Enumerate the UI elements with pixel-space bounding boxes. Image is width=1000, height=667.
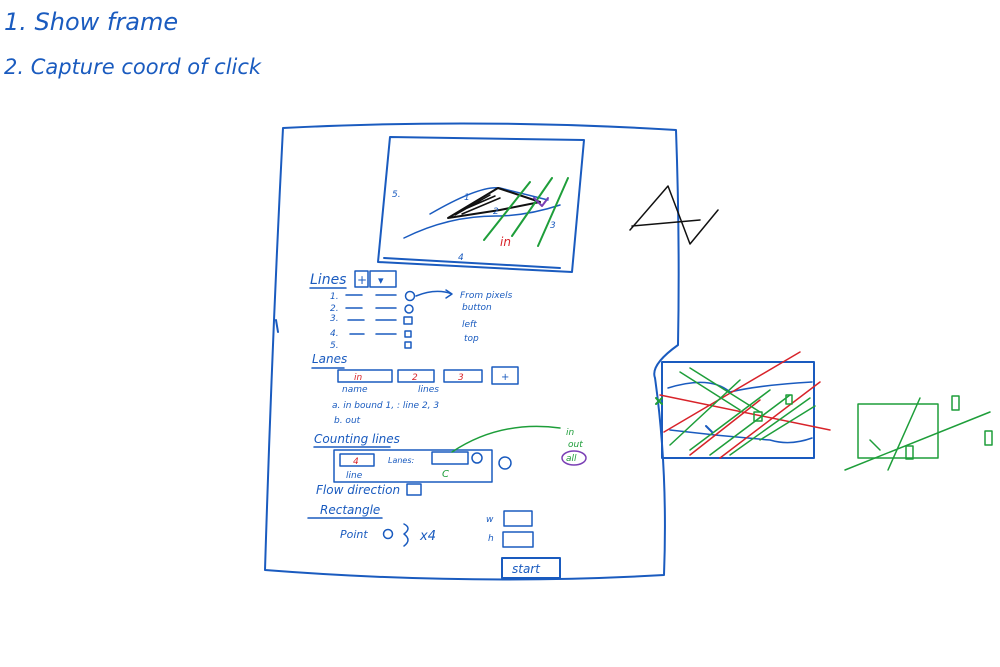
point-add-icon[interactable] — [384, 530, 393, 539]
window-edge-mark — [276, 320, 278, 332]
zigzag-sketch — [630, 186, 718, 244]
line-item-5: 5. — [330, 341, 339, 351]
side-rectangle-sketch — [858, 404, 938, 458]
frame-label-5: 5. — [392, 190, 401, 200]
lanes-title: Lanes — [312, 352, 348, 366]
line-option-top: top — [464, 334, 479, 344]
frame-label-in: in — [500, 235, 511, 249]
counting-option-out: out — [568, 440, 583, 450]
line-2-delete-icon[interactable] — [405, 305, 413, 313]
side-marker-2 — [985, 431, 992, 445]
flow-title: Flow direction — [316, 483, 401, 497]
line-item-3: 3. — [330, 314, 339, 324]
lane-add-label: + — [501, 372, 510, 383]
side-marker-3 — [906, 446, 913, 459]
line-option-button: button — [462, 303, 492, 313]
counting-line-caption: line — [346, 471, 363, 481]
rect-w-label: w — [486, 515, 494, 525]
point-brace-icon — [404, 524, 408, 546]
flow-checkbox[interactable] — [407, 484, 421, 495]
side-green-lines — [845, 398, 990, 470]
arrow-to-direction-icon — [452, 426, 560, 452]
counting-option-in: in — [566, 428, 575, 438]
line-item-4: 4. — [330, 329, 339, 339]
line-option-left: left — [462, 320, 477, 330]
line-3-checkbox[interactable] — [404, 317, 412, 324]
frame-label-3: 3 — [550, 221, 556, 231]
line-item-2: 2. — [330, 304, 339, 314]
line-5-checkbox[interactable] — [405, 342, 411, 348]
lane-name-input[interactable] — [338, 370, 392, 382]
lines-title: Lines — [310, 272, 347, 288]
counting-title: Counting lines — [314, 432, 400, 446]
note-step2: 2. Capture coord of click — [4, 55, 262, 79]
point-multiplier: x4 — [420, 529, 436, 544]
counting-c-label: C — [442, 469, 449, 480]
counting-row-add-icon[interactable] — [499, 457, 511, 469]
frame-label-2: 2 — [493, 207, 499, 217]
rect-height-input[interactable] — [503, 532, 533, 547]
counting-option-all: all — [566, 454, 577, 464]
side-marker-1 — [952, 396, 959, 410]
note-step1: 1. Show frame — [4, 8, 179, 36]
rect-h-label: h — [488, 534, 494, 544]
lane-name-caption: name — [342, 385, 368, 395]
rectangle-point-label: Point — [340, 528, 368, 541]
frame-label-4: 4 — [458, 253, 464, 263]
counting-line-value: 4 — [353, 457, 359, 467]
lane-name-value: in — [354, 373, 363, 383]
road-curve-lower — [404, 205, 560, 238]
line-1-delete-icon[interactable] — [406, 292, 415, 301]
counting-lanes-select[interactable] — [432, 452, 468, 464]
rectangle-title: Rectangle — [320, 503, 381, 517]
overlay-dot-marker — [706, 426, 712, 432]
lines-add-label: + — [357, 273, 368, 287]
lane-example-a: a. in bound 1, : line 2, 3 — [332, 401, 440, 411]
line-4-checkbox[interactable] — [405, 331, 411, 337]
line-item-1: 1. — [330, 292, 339, 302]
start-button-label: start — [512, 562, 540, 576]
line-item-dashes — [346, 295, 396, 334]
frame-label-1: 1 — [464, 193, 470, 203]
arrow-to-options-icon — [416, 290, 452, 298]
lines-dropdown-caret: ▾ — [378, 274, 384, 287]
lane-line-1-value: 2 — [412, 373, 418, 383]
overlay-red-lines — [660, 352, 830, 458]
counting-lanes-label: Lanes: — [388, 456, 415, 465]
lane-line-2-value: 3 — [458, 373, 464, 383]
frame-preview-box — [378, 137, 584, 272]
counting-lane-add-icon[interactable] — [472, 453, 482, 463]
line-option-from-pixels: From pixels — [460, 291, 513, 301]
lane-lines-caption: lines — [418, 385, 439, 395]
rect-width-input[interactable] — [504, 511, 532, 526]
lane-example-b: b. out — [334, 416, 361, 426]
